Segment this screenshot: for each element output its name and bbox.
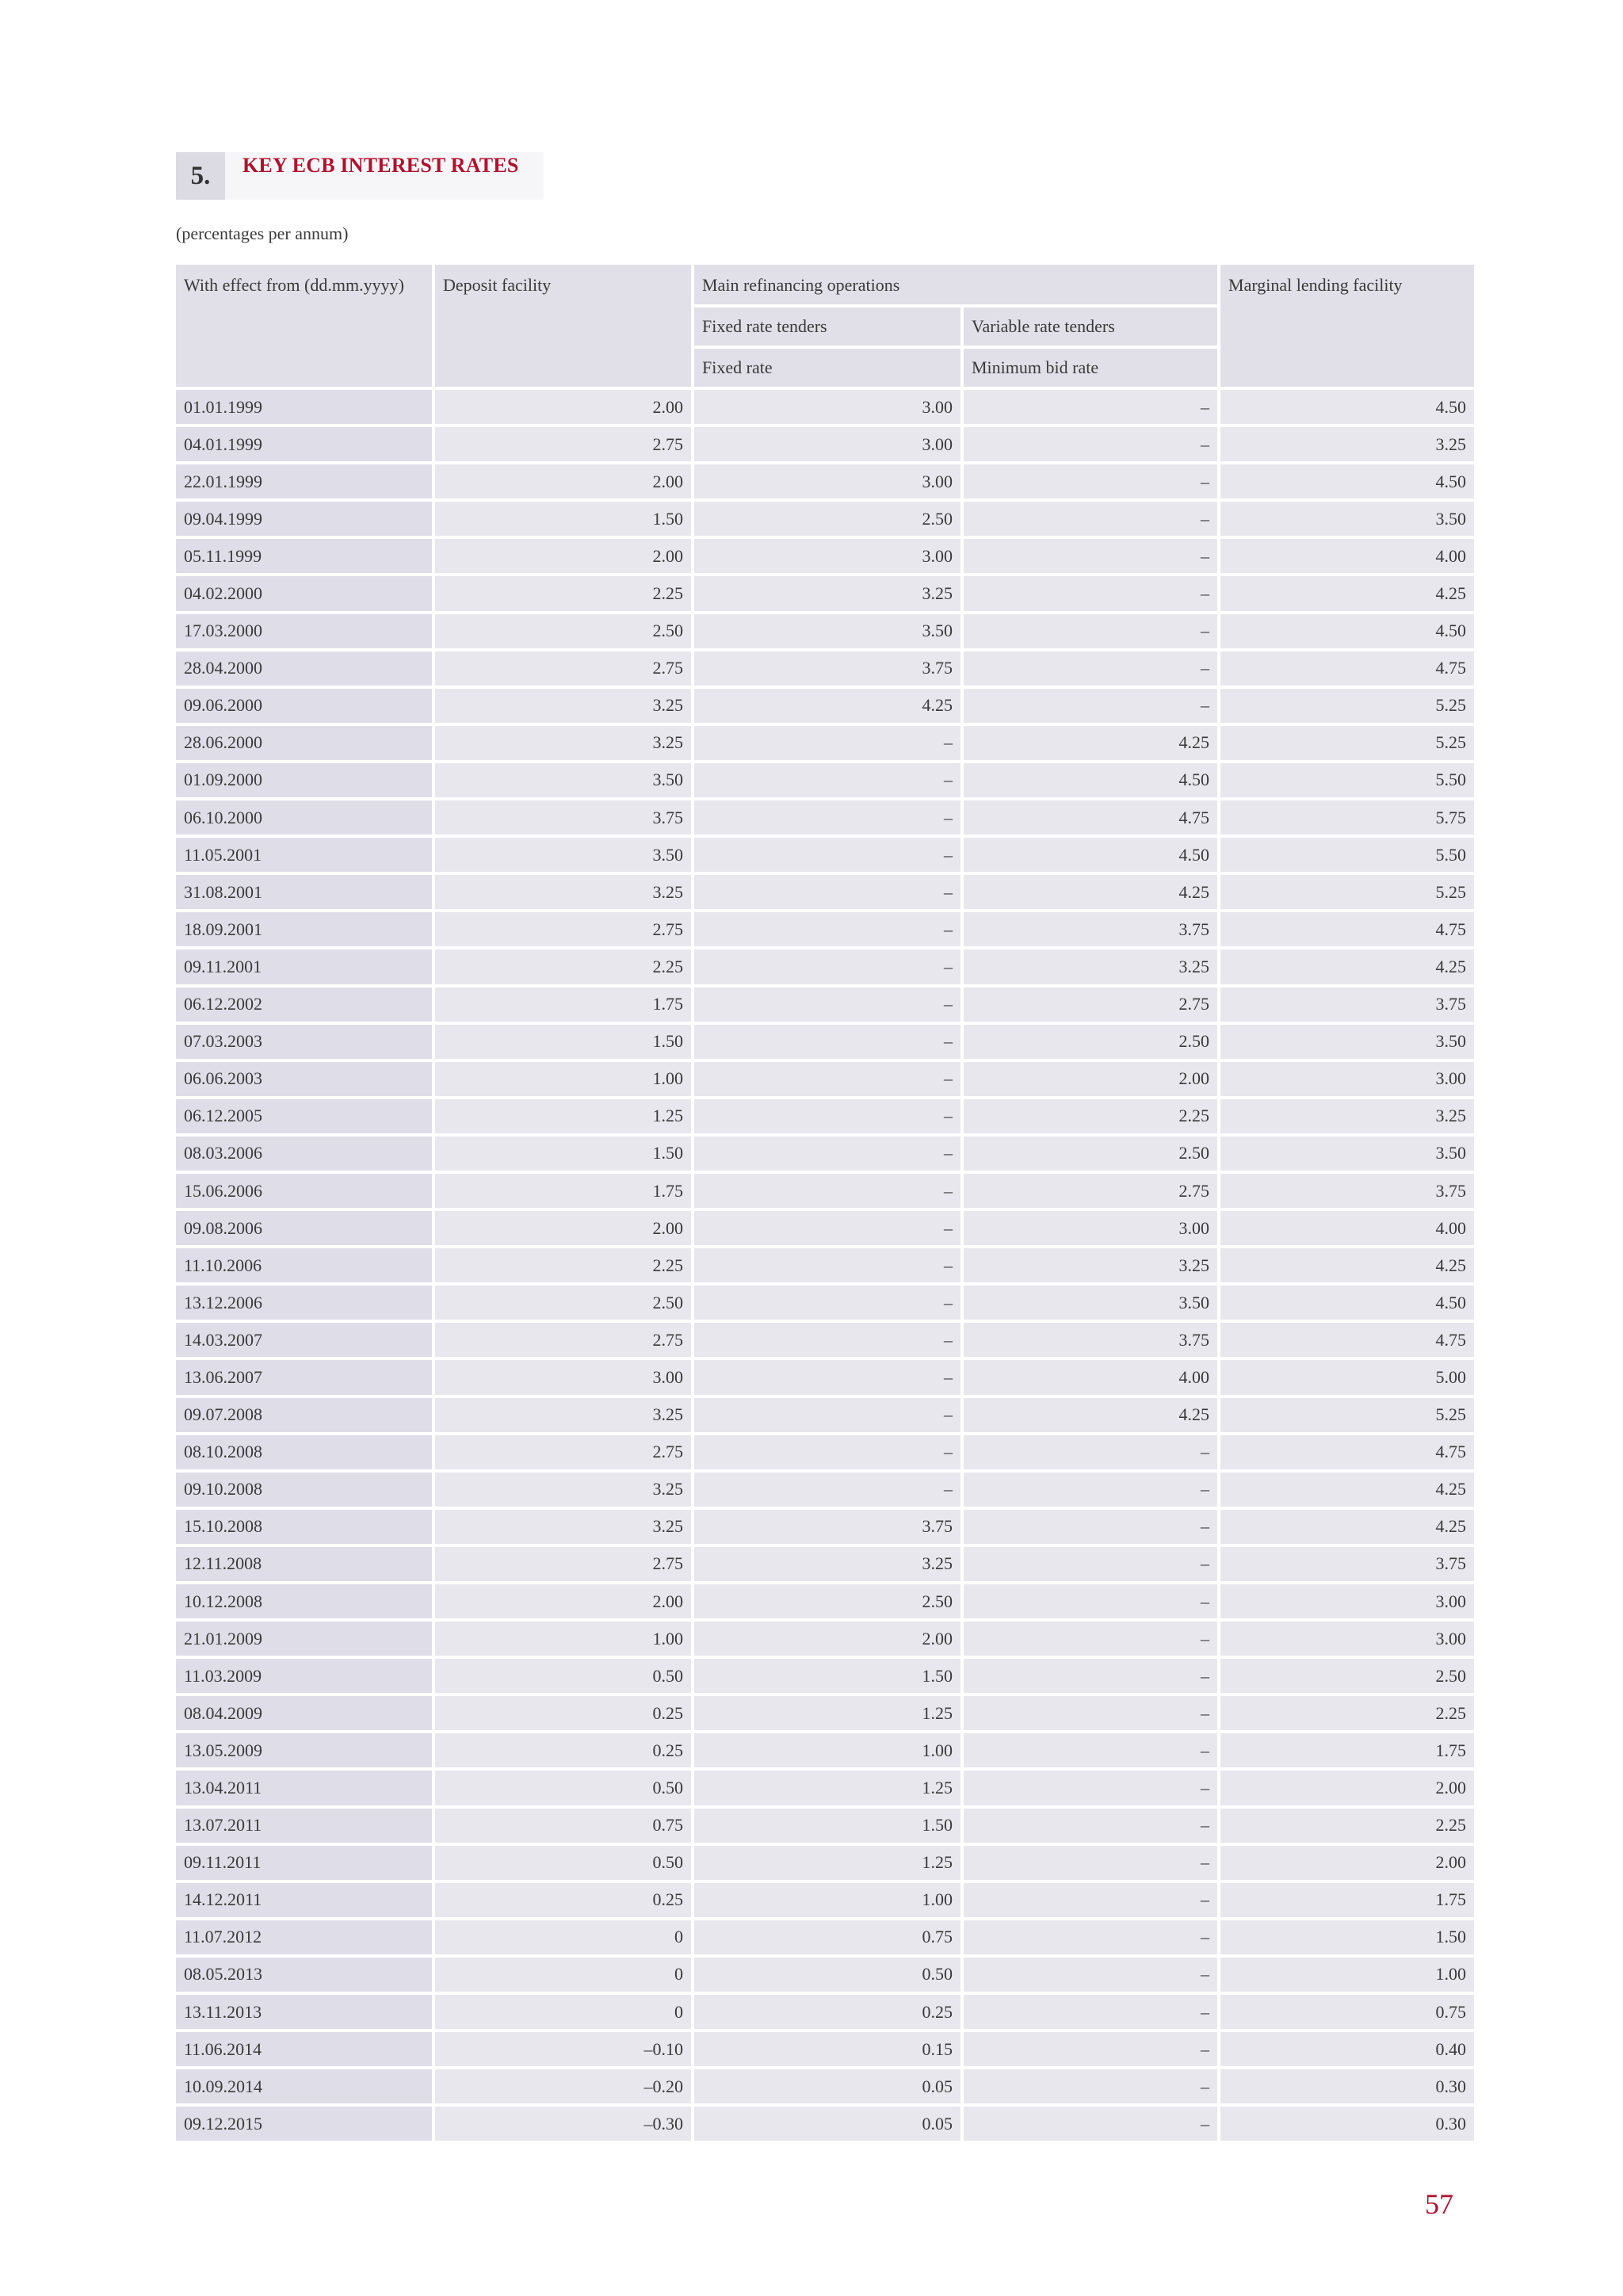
cell-effective-date: 08.04.2009 [176,1696,432,1730]
cell-marginal-lending: 4.50 [1220,390,1474,424]
cell-minimum-bid-rate: 3.75 [964,1323,1217,1357]
cell-minimum-bid-rate: – [964,1958,1217,1992]
cell-effective-date: 13.12.2006 [176,1286,432,1320]
cell-minimum-bid-rate: – [964,1733,1217,1767]
cell-deposit-facility: 2.00 [435,539,691,573]
cell-effective-date: 08.10.2008 [176,1435,432,1469]
table-row [176,390,1474,424]
table-row [176,1995,1474,2029]
cell-effective-date: 11.10.2006 [176,1248,432,1282]
cell-fixed-rate: – [694,1062,960,1096]
cell-deposit-facility: 1.75 [435,1174,691,1208]
cell-effective-date: 04.01.1999 [176,427,432,461]
cell-fixed-rate: 3.00 [694,427,960,461]
cell-fixed-rate: – [694,1435,960,1469]
table-row [176,464,1474,499]
cell-marginal-lending: 2.25 [1220,1696,1474,1730]
cell-deposit-facility: 3.25 [435,875,691,909]
cell-minimum-bid-rate: – [964,1771,1217,1805]
cell-minimum-bid-rate: 3.25 [964,1248,1217,1282]
cell-minimum-bid-rate: 4.00 [964,1360,1217,1394]
table-row [176,614,1474,648]
cell-deposit-facility: 0.50 [435,1846,691,1880]
cell-minimum-bid-rate: 3.50 [964,1286,1217,1320]
cell-minimum-bid-rate: – [964,651,1217,686]
cell-marginal-lending: 4.75 [1220,651,1474,686]
cell-deposit-facility: 2.50 [435,614,691,648]
cell-deposit-facility: 2.50 [435,1286,691,1320]
cell-effective-date: 12.11.2008 [176,1547,432,1581]
table-row [176,2032,1474,2066]
cell-effective-date: 18.09.2001 [176,912,432,946]
cell-marginal-lending: 1.50 [1220,1920,1474,1954]
cell-marginal-lending: 3.50 [1220,1025,1474,1059]
cell-marginal-lending: 5.00 [1220,1360,1474,1394]
cell-effective-date: 09.04.1999 [176,502,432,536]
cell-minimum-bid-rate: – [964,2032,1217,2066]
cell-deposit-facility: 0 [435,1920,691,1954]
cell-deposit-facility: 2.25 [435,1248,691,1282]
cell-minimum-bid-rate: – [964,576,1217,610]
cell-effective-date: 09.08.2006 [176,1211,432,1245]
cell-effective-date: 10.12.2008 [176,1584,432,1618]
table-row [176,726,1474,760]
cell-effective-date: 09.11.2011 [176,1846,432,1880]
cell-marginal-lending: 1.75 [1220,1733,1474,1767]
cell-fixed-rate: – [694,1137,960,1171]
cell-deposit-facility: 2.25 [435,576,691,610]
cell-deposit-facility: 3.00 [435,1360,691,1394]
cell-marginal-lending: 4.25 [1220,1248,1474,1282]
table-row [176,1211,1474,1245]
cell-marginal-lending: 5.50 [1220,838,1474,872]
cell-deposit-facility: 2.75 [435,912,691,946]
table-row [176,651,1474,686]
cell-deposit-facility: 2.00 [435,464,691,499]
cell-minimum-bid-rate: – [964,1659,1217,1693]
table-row [176,1547,1474,1581]
cell-marginal-lending: 5.50 [1220,763,1474,797]
cell-minimum-bid-rate: – [964,1435,1217,1469]
cell-deposit-facility: –0.10 [435,2032,691,2066]
table-row [176,1323,1474,1357]
cell-minimum-bid-rate: 3.25 [964,949,1217,984]
cell-minimum-bid-rate: – [964,1809,1217,1843]
cell-deposit-facility: 2.75 [435,1435,691,1469]
cell-deposit-facility: 0.50 [435,1659,691,1693]
cell-deposit-facility: 0.25 [435,1733,691,1767]
header-main-refinancing: Main refinancing operations [694,265,1217,304]
cell-deposit-facility: 1.00 [435,1062,691,1096]
cell-effective-date: 21.01.2009 [176,1622,432,1656]
cell-marginal-lending: 5.25 [1220,726,1474,760]
cell-minimum-bid-rate: 2.50 [964,1137,1217,1171]
cell-minimum-bid-rate: – [964,2069,1217,2103]
cell-marginal-lending: 4.00 [1220,539,1474,573]
cell-deposit-facility: 0 [435,1958,691,1992]
cell-deposit-facility: 0.50 [435,1771,691,1805]
table-row [176,1809,1474,1843]
cell-effective-date: 01.01.1999 [176,390,432,424]
cell-deposit-facility: 1.50 [435,1025,691,1059]
cell-minimum-bid-rate: – [964,1883,1217,1917]
cell-marginal-lending: 5.25 [1220,689,1474,723]
cell-deposit-facility: 0.75 [435,1809,691,1843]
table-row [176,1248,1474,1282]
cell-marginal-lending: 4.25 [1220,949,1474,984]
cell-fixed-rate: 3.00 [694,539,960,573]
cell-minimum-bid-rate: 4.25 [964,1398,1217,1432]
cell-minimum-bid-rate: 2.75 [964,1174,1217,1208]
cell-deposit-facility: 0.25 [435,1696,691,1730]
cell-fixed-rate: – [694,1323,960,1357]
cell-effective-date: 06.12.2002 [176,988,432,1022]
cell-minimum-bid-rate: 2.00 [964,1062,1217,1096]
cell-effective-date: 09.07.2008 [176,1398,432,1432]
cell-fixed-rate: 0.50 [694,1958,960,1992]
cell-deposit-facility: 1.75 [435,988,691,1022]
cell-fixed-rate: 3.50 [694,614,960,648]
cell-marginal-lending: 4.25 [1220,1510,1474,1544]
table-row [176,1473,1474,1507]
cell-fixed-rate: 2.00 [694,1622,960,1656]
cell-marginal-lending: 3.75 [1220,1174,1474,1208]
table-row [176,1920,1474,1954]
header-variable-rate-tenders: Variable rate tenders [964,308,1217,346]
cell-minimum-bid-rate: 4.25 [964,726,1217,760]
cell-effective-date: 15.06.2006 [176,1174,432,1208]
cell-minimum-bid-rate: – [964,427,1217,461]
cell-deposit-facility: 3.25 [435,689,691,723]
cell-deposit-facility: 3.25 [435,1398,691,1432]
cell-fixed-rate: 0.05 [694,2107,960,2141]
table-row [176,763,1474,797]
cell-fixed-rate: 1.25 [694,1771,960,1805]
table-row [176,1696,1474,1730]
cell-fixed-rate: 2.50 [694,1584,960,1618]
cell-deposit-facility: 2.75 [435,651,691,686]
interest-rates-table [173,262,1477,2144]
cell-minimum-bid-rate: – [964,1920,1217,1954]
cell-fixed-rate: 0.15 [694,2032,960,2066]
cell-minimum-bid-rate: – [964,2107,1217,2141]
table-row [176,949,1474,984]
cell-marginal-lending: 3.25 [1220,1099,1474,1133]
cell-marginal-lending: 3.50 [1220,502,1474,536]
cell-effective-date: 13.11.2013 [176,1995,432,2029]
cell-marginal-lending: 4.50 [1220,464,1474,499]
table-row [176,2069,1474,2103]
cell-effective-date: 09.12.2015 [176,2107,432,2141]
cell-effective-date: 04.02.2000 [176,576,432,610]
cell-marginal-lending: 3.00 [1220,1584,1474,1618]
cell-minimum-bid-rate: 4.25 [964,875,1217,909]
cell-marginal-lending: 4.50 [1220,614,1474,648]
table-row [176,502,1474,536]
cell-effective-date: 10.09.2014 [176,2069,432,2103]
cell-marginal-lending: 3.50 [1220,1137,1474,1171]
cell-marginal-lending: 0.75 [1220,1995,1474,2029]
table-row [176,1025,1474,1059]
cell-fixed-rate: – [694,1099,960,1133]
cell-marginal-lending: 0.40 [1220,2032,1474,2066]
table-body [176,390,1474,2141]
cell-effective-date: 09.11.2001 [176,949,432,984]
cell-marginal-lending: 2.25 [1220,1809,1474,1843]
cell-marginal-lending: 3.25 [1220,427,1474,461]
cell-marginal-lending: 4.75 [1220,912,1474,946]
header-fixed-rate: Fixed rate [694,349,960,387]
cell-effective-date: 14.12.2011 [176,1883,432,1917]
cell-effective-date: 07.03.2003 [176,1025,432,1059]
cell-fixed-rate: 2.50 [694,502,960,536]
cell-deposit-facility: 2.25 [435,949,691,984]
cell-fixed-rate: 1.50 [694,1809,960,1843]
cell-fixed-rate: – [694,763,960,797]
cell-effective-date: 13.05.2009 [176,1733,432,1767]
table-row [176,1846,1474,1880]
cell-fixed-rate: 0.25 [694,1995,960,2029]
cell-marginal-lending: 5.25 [1220,1398,1474,1432]
table-row [176,1733,1474,1767]
cell-marginal-lending: 2.00 [1220,1846,1474,1880]
cell-fixed-rate: – [694,1174,960,1208]
table-row [176,1958,1474,1992]
cell-marginal-lending: 1.75 [1220,1883,1474,1917]
table-row [176,689,1474,723]
cell-marginal-lending: 5.75 [1220,800,1474,835]
table-row [176,1174,1474,1208]
cell-deposit-facility: 3.25 [435,726,691,760]
cell-deposit-facility: 3.75 [435,800,691,835]
cell-minimum-bid-rate: – [964,1696,1217,1730]
table-row [176,1510,1474,1544]
cell-effective-date: 11.05.2001 [176,838,432,872]
cell-minimum-bid-rate: 4.75 [964,800,1217,835]
cell-deposit-facility: 0.25 [435,1883,691,1917]
cell-fixed-rate: – [694,949,960,984]
cell-deposit-facility: 0 [435,1995,691,2029]
cell-effective-date: 28.04.2000 [176,651,432,686]
cell-fixed-rate: 3.75 [694,1510,960,1544]
cell-fixed-rate: – [694,1025,960,1059]
cell-minimum-bid-rate: – [964,1584,1217,1618]
cell-effective-date: 08.05.2013 [176,1958,432,1992]
cell-fixed-rate: 1.25 [694,1846,960,1880]
cell-effective-date: 05.11.1999 [176,539,432,573]
table-row [176,1883,1474,1917]
cell-marginal-lending: 3.00 [1220,1062,1474,1096]
cell-fixed-rate: – [694,988,960,1022]
cell-deposit-facility: 1.25 [435,1099,691,1133]
cell-marginal-lending: 0.30 [1220,2069,1474,2103]
cell-deposit-facility: –0.20 [435,2069,691,2103]
cell-effective-date: 13.07.2011 [176,1809,432,1843]
cell-minimum-bid-rate: 2.25 [964,1099,1217,1133]
cell-fixed-rate: – [694,1211,960,1245]
table-row [176,1398,1474,1432]
cell-effective-date: 11.07.2012 [176,1920,432,1954]
header-minimum-bid-rate: Minimum bid rate [964,349,1217,387]
table-row [176,838,1474,872]
cell-marginal-lending: 3.75 [1220,1547,1474,1581]
cell-deposit-facility: 1.50 [435,1137,691,1171]
table-row [176,1360,1474,1394]
cell-fixed-rate: 3.00 [694,464,960,499]
cell-marginal-lending: 4.25 [1220,576,1474,610]
section-header [176,152,544,200]
cell-fixed-rate: – [694,838,960,872]
table-row [176,1099,1474,1133]
header-fixed-rate-tenders: Fixed rate tenders [694,308,960,346]
cell-deposit-facility: –0.30 [435,2107,691,2141]
table-row [176,988,1474,1022]
cell-effective-date: 01.09.2000 [176,763,432,797]
cell-deposit-facility: 2.00 [435,1584,691,1618]
cell-effective-date: 06.12.2005 [176,1099,432,1133]
cell-minimum-bid-rate: – [964,689,1217,723]
cell-minimum-bid-rate: 3.00 [964,1211,1217,1245]
cell-deposit-facility: 1.50 [435,502,691,536]
cell-effective-date: 14.03.2007 [176,1323,432,1357]
cell-deposit-facility: 2.00 [435,390,691,424]
cell-fixed-rate: 1.25 [694,1696,960,1730]
cell-effective-date: 15.10.2008 [176,1510,432,1544]
cell-effective-date: 08.03.2006 [176,1137,432,1171]
cell-effective-date: 06.06.2003 [176,1062,432,1096]
cell-effective-date: 09.06.2000 [176,689,432,723]
table-row [176,912,1474,946]
cell-fixed-rate: – [694,875,960,909]
cell-fixed-rate: 0.75 [694,1920,960,1954]
cell-effective-date: 13.04.2011 [176,1771,432,1805]
table-row [176,1137,1474,1171]
cell-marginal-lending: 3.00 [1220,1622,1474,1656]
cell-deposit-facility: 3.25 [435,1510,691,1544]
cell-fixed-rate: – [694,726,960,760]
table-row [176,1659,1474,1693]
cell-fixed-rate: – [694,1286,960,1320]
cell-minimum-bid-rate: 4.50 [964,838,1217,872]
header-deposit-facility: Deposit facility [435,265,691,387]
table-row [176,1286,1474,1320]
table-row [176,800,1474,835]
cell-marginal-lending: 4.50 [1220,1286,1474,1320]
cell-deposit-facility: 2.00 [435,1211,691,1245]
section-number: 5. [176,152,225,200]
header-effective-date: With effect from (dd.mm.yyyy) [176,265,432,387]
cell-fixed-rate: – [694,1248,960,1282]
cell-effective-date: 09.10.2008 [176,1473,432,1507]
cell-minimum-bid-rate: – [964,1995,1217,2029]
cell-minimum-bid-rate: – [964,1547,1217,1581]
cell-fixed-rate: 3.25 [694,576,960,610]
cell-fixed-rate: 1.00 [694,1733,960,1767]
table-row [176,1771,1474,1805]
table-row [176,539,1474,573]
cell-minimum-bid-rate: 2.75 [964,988,1217,1022]
table-row [176,1584,1474,1618]
cell-marginal-lending: 5.25 [1220,875,1474,909]
table-row [176,875,1474,909]
cell-minimum-bid-rate: 2.50 [964,1025,1217,1059]
cell-effective-date: 31.08.2001 [176,875,432,909]
cell-marginal-lending: 2.00 [1220,1771,1474,1805]
cell-effective-date: 06.10.2000 [176,800,432,835]
cell-deposit-facility: 3.50 [435,838,691,872]
table-row [176,427,1474,461]
cell-deposit-facility: 2.75 [435,427,691,461]
cell-effective-date: 28.06.2000 [176,726,432,760]
cell-minimum-bid-rate: – [964,464,1217,499]
cell-minimum-bid-rate: – [964,1846,1217,1880]
cell-deposit-facility: 3.50 [435,763,691,797]
cell-fixed-rate: 4.25 [694,689,960,723]
cell-effective-date: 22.01.1999 [176,464,432,499]
cell-minimum-bid-rate: 3.75 [964,912,1217,946]
cell-marginal-lending: 4.75 [1220,1435,1474,1469]
cell-fixed-rate: – [694,1360,960,1394]
section-title: KEY ECB INTEREST RATES [242,154,519,177]
cell-deposit-facility: 3.25 [435,1473,691,1507]
cell-fixed-rate: 1.50 [694,1659,960,1693]
cell-marginal-lending: 4.25 [1220,1473,1474,1507]
cell-deposit-facility: 1.00 [435,1622,691,1656]
cell-fixed-rate: 0.05 [694,2069,960,2103]
cell-minimum-bid-rate: – [964,1510,1217,1544]
page-number: 57 [1425,2188,1453,2220]
cell-effective-date: 13.06.2007 [176,1360,432,1394]
cell-marginal-lending: 4.75 [1220,1323,1474,1357]
cell-marginal-lending: 0.30 [1220,2107,1474,2141]
cell-marginal-lending: 1.00 [1220,1958,1474,1992]
cell-effective-date: 11.06.2014 [176,2032,432,2066]
cell-minimum-bid-rate: – [964,502,1217,536]
table-row [176,576,1474,610]
cell-fixed-rate: – [694,1473,960,1507]
cell-effective-date: 11.03.2009 [176,1659,432,1693]
table-row [176,1435,1474,1469]
cell-deposit-facility: 2.75 [435,1323,691,1357]
cell-minimum-bid-rate: – [964,1622,1217,1656]
cell-minimum-bid-rate: – [964,539,1217,573]
cell-fixed-rate: 3.25 [694,1547,960,1581]
cell-minimum-bid-rate: – [964,614,1217,648]
cell-deposit-facility: 2.75 [435,1547,691,1581]
header-marginal-lending: Marginal lending facility [1220,265,1474,387]
cell-fixed-rate: – [694,912,960,946]
cell-marginal-lending: 4.00 [1220,1211,1474,1245]
cell-marginal-lending: 2.50 [1220,1659,1474,1693]
cell-fixed-rate: – [694,800,960,835]
table-row [176,1622,1474,1656]
cell-fixed-rate: – [694,1398,960,1432]
cell-minimum-bid-rate: – [964,1473,1217,1507]
cell-minimum-bid-rate: 4.50 [964,763,1217,797]
cell-fixed-rate: 3.00 [694,390,960,424]
cell-fixed-rate: 1.00 [694,1883,960,1917]
table-row [176,2107,1474,2141]
cell-marginal-lending: 3.75 [1220,988,1474,1022]
cell-effective-date: 17.03.2000 [176,614,432,648]
cell-fixed-rate: 3.75 [694,651,960,686]
cell-minimum-bid-rate: – [964,390,1217,424]
table-subtitle: (percentages per annum) [176,223,349,243]
table-row [176,1062,1474,1096]
